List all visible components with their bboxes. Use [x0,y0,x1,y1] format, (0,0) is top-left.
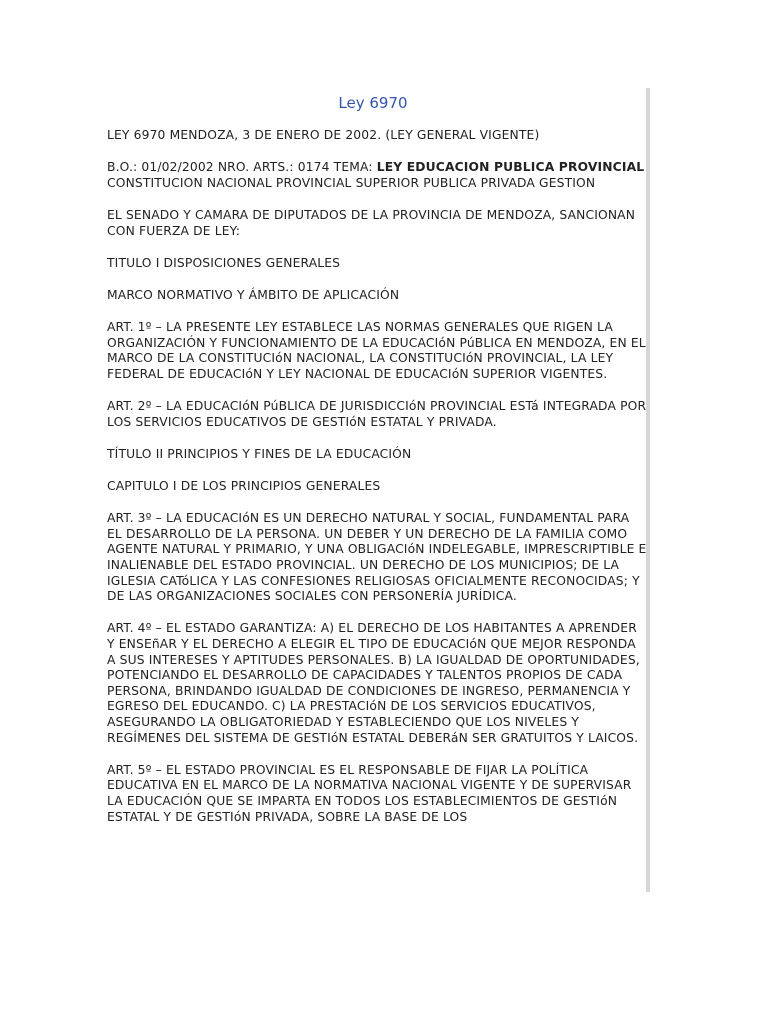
bulletin-info [107,160,647,191]
document-body [107,128,647,842]
article-4: ART. 4º – EL ESTADO GARANTIZA: A) EL DERECHO DE LOS HABITANTES A APRENDER Y ENSEñAR Y EL DERECHO A ELEGIR EL TIPO DE EDUCACIóN QUE MEJOR RESPONDA A SUS INTERESES Y APTITUDES PERSONALES. B) LA IGUALDAD DE OPORTUNIDADES, POTENCIANDO EL DESARROLLO DE CAPACIDADES Y TALENTOS PROPIOS DE CADA PERSONA, BRINDANDO IGUALDAD DE CONDICIONES DE INGRESO, PERMANENCIA Y EGRESO DEL EDUCANDO. C) LA PRESTACIóN DE LOS SERVICIOS EDUCATIVOS, ASEGURANDO LA OBLIGATORIEDAD Y ESTABLECIENDO QUE LOS NIVELES Y REGÍMENES DEL SISTEMA DE GESTIóN ESTATAL DEBERáN SER GRATUITOS Y LAICOS. [107,621,640,745]
law-header: LEY 6970 MENDOZA, 3 DE ENERO DE 2002. (LEY GENERAL VIGENTE) [107,128,540,142]
article-5: ART. 5º – EL ESTADO PROVINCIAL ES EL RESPONSABLE DE FIJAR LA POLÍTICA EDUCATIVA EN EL MARCO DE LA NORMATIVA NACIONAL VIGENTE Y DE SUPERVISAR LA EDUCACIÓN QUE SE IMPARTA EN TODOS LOS ESTABLECIMIENTOS DE GESTIóN ESTATAL Y DE GESTIóN PRIVADA, SOBRE LA BASE DE LOS [107,762,632,824]
bulletin-topic: LEY EDUCACION PUBLICA PROVINCIAL [376,160,645,175]
section-heading: MARCO NORMATIVO Y ÁMBITO DE APLICACIÓN [107,287,400,302]
bulletin-prefix: B.O.: 01/02/2002 NRO. ARTS.: 0174 TEMA: [107,160,377,175]
document-title: Ley 6970 [338,94,408,112]
title-heading-2: TÍTULO II PRINCIPIOS Y FINES DE LA EDUCACIÓN [107,446,412,461]
article-3: ART. 3º – LA EDUCACIóN ES UN DERECHO NATURAL Y SOCIAL, FUNDAMENTAL PARA EL DESARROLLO DE LA PERSONA. UN DEBER Y UN DERECHO DE LA FAMILIA COMO AGENTE NATURAL Y PRIMARIO, Y UNA OBLIGACIóN INDELEGABLE, IMPRESCRIPTIBLE E INALIENABLE DEL ESTADO PROVINCIAL. UN DERECHO DE LOS MUNICIPIOS; DE LA IGLESIA CATóLICA Y LAS CONFESIONES RELIGIOSAS OFICIALMENTE RECONOCIDAS; Y DE LAS ORGANIZACIONES SOCIALES CON PERSONERÍA JURÍDICA. [107,511,647,604]
article-1: ART. 1º – LA PRESENTE LEY ESTABLECE LAS NORMAS GENERALES QUE RIGEN LA ORGANIZACIÓN Y FUNCIONAMIENTO DE LA EDUCACIóN PúBLICA EN MENDOZA, EN EL MARCO DE LA CONSTITUCIóN NACIONAL, LA CONSTITUCIóN PROVINCIAL, LA LEY FEDERAL DE EDUCACIóN Y LEY NACIONAL DE EDUCACIóN SUPERIOR VIGENTES. [107,320,646,381]
title-heading: TITULO I DISPOSICIONES GENERALES [107,255,341,270]
bulletin-keywords: CONSTITUCION NACIONAL PROVINCIAL SUPERIOR PUBLICA PRIVADA GESTION [107,175,596,190]
chapter-heading: CAPITULO I DE LOS PRINCIPIOS GENERALES [107,479,381,494]
enactment-clause: EL SENADO Y CAMARA DE DIPUTADOS DE LA PROVINCIA DE MENDOZA, SANCIONAN CON FUERZA DE LEY: [107,207,636,238]
article-2: ART. 2º – LA EDUCACIóN PúBLICA DE JURISDICCIóN PROVINCIAL ESTá INTEGRADA POR LOS SERVICIOS EDUCATIVOS DE GESTIóN ESTATAL Y PRIVADA. [107,399,647,429]
